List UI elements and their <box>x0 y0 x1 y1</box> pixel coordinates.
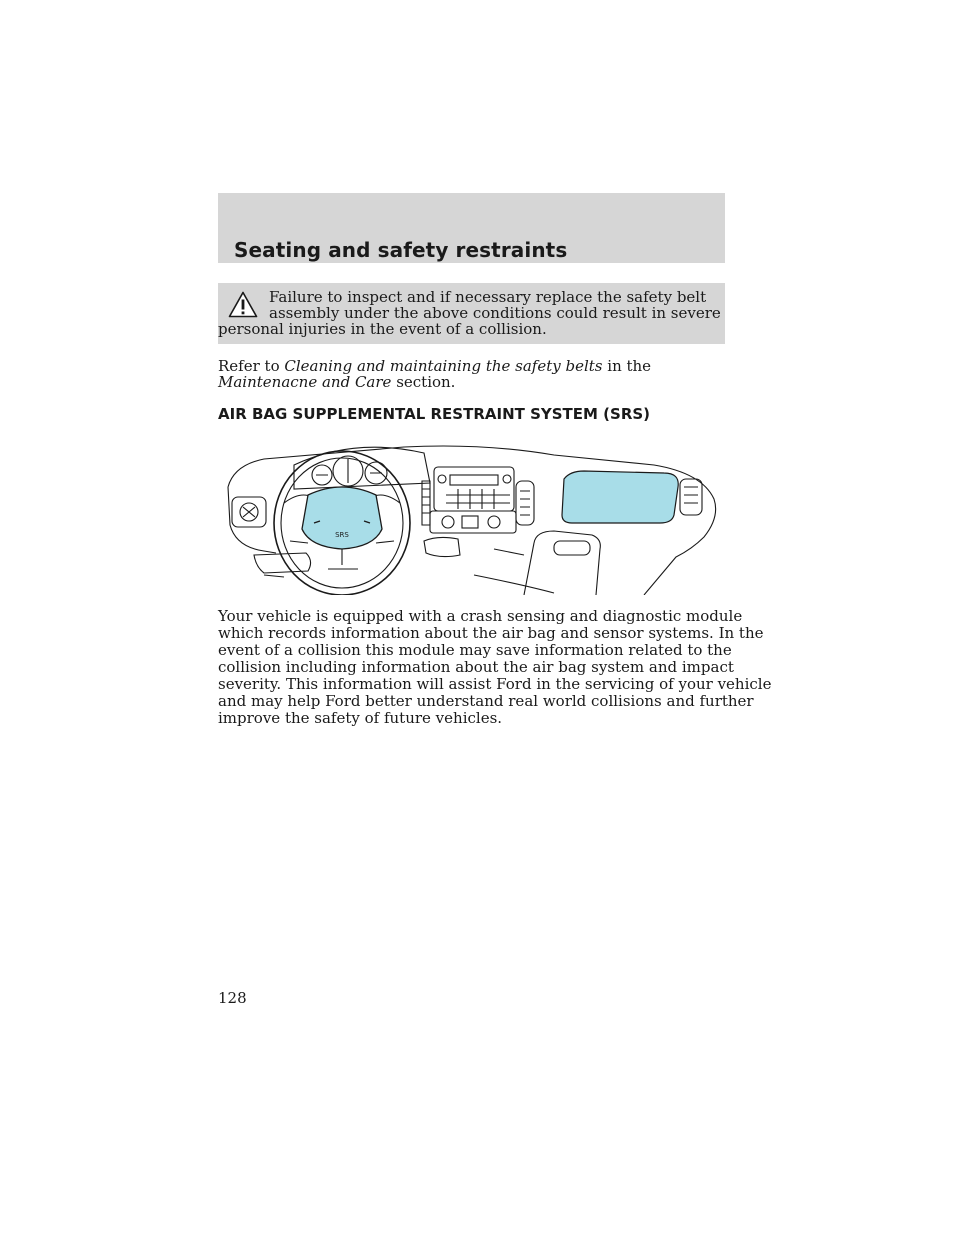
section-heading: AIR BAG SUPPLEMENTAL RESTRAINT SYSTEM (SRS) <box>218 405 651 423</box>
chapter-header <box>218 193 725 263</box>
paragraph-line: which records information about the air bag and sensor systems. In the <box>218 624 764 642</box>
refer-prefix: Refer to <box>218 357 285 375</box>
paragraph-line: Your vehicle is equipped with a crash sensing and diagnostic module <box>218 607 743 625</box>
paragraph-line: collision including information about the air bag system and impact <box>218 658 734 676</box>
warning-box <box>218 283 725 344</box>
refer-line-2 <box>218 373 455 391</box>
paragraph-line: improve the safety of future vehicles. <box>218 709 503 727</box>
paragraph-line: severity. This information will assist Ford in the servicing of your vehicle <box>218 675 772 693</box>
warning-triangle-icon <box>228 291 258 318</box>
dashboard-airbag-illustration <box>224 425 722 595</box>
refer-link-maintenance: Maintenacne and Care <box>218 373 392 391</box>
warning-line: personal injuries in the event of a collision. <box>218 320 547 338</box>
warning-line: Failure to inspect and if necessary replace the safety belt <box>269 288 707 306</box>
paragraph-line: and may help Ford better understand real world collisions and further <box>218 692 754 710</box>
chapter-title: Seating and safety restraints <box>234 238 568 262</box>
paragraph-line: event of a collision this module may save information related to the <box>218 641 732 659</box>
refer-suffix: section. <box>391 373 456 391</box>
warning-line: assembly under the above conditions could result in severe <box>269 304 721 322</box>
page-number: 128 <box>218 989 247 1007</box>
refer-middle: in the <box>602 357 652 375</box>
refer-link-safety-belts: Cleaning and maintaining the safety belts <box>284 357 603 375</box>
srs-hub-label: SRS <box>335 531 349 539</box>
